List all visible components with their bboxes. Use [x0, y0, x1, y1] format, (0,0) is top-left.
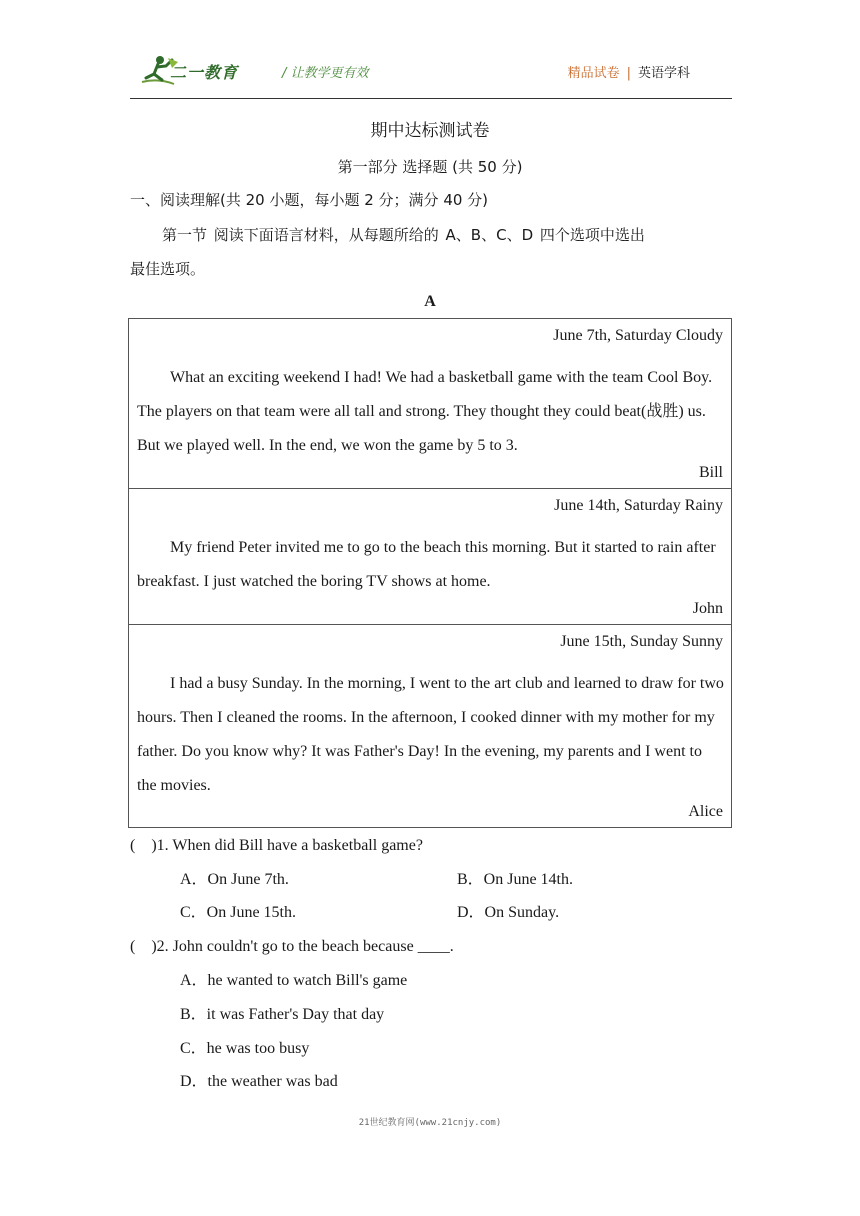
slogan: / 让教学更有效	[282, 66, 369, 81]
diary-body: My friend Peter invited me to go to the beach this morning. But it started to rain after breakfast. I just watched the boring TV shows at home.	[137, 539, 716, 590]
q1-option-c: C．On June 15th.	[180, 904, 297, 921]
tag-subject: 英语学科	[637, 66, 690, 81]
diary-date: June 15th, Sunday Sunny	[560, 633, 723, 650]
diary-date: June 7th, Saturday Cloudy	[553, 327, 723, 344]
logo-text: 二一教育	[170, 63, 239, 82]
diary-signature: Bill	[698, 464, 723, 481]
exam-title: 期中达标测试卷	[370, 121, 490, 141]
header-divider	[130, 98, 732, 99]
question-2: ( )2. John couldn't go to the beach because ____.	[130, 938, 454, 955]
page-header	[130, 52, 732, 100]
diary-body: What an exciting weekend I had! We had a basketball game with the team Cool Boy. The players on that team were all tall and strong. They thought they could beat(战胜) us. But we played well. In the end, we won the game by 5 to 3.	[137, 369, 713, 454]
page-footer: 21世纪教育网(www.21cnjy.com)	[358, 1118, 502, 1128]
instruction-line-1: 第一节 阅读下面语言材料，从每题所给的 A、B、C、D 四个选项中选出	[162, 226, 645, 244]
q2-option-b: B．it was Father's Day that day	[180, 1006, 385, 1023]
diary-signature: John	[692, 600, 723, 617]
tag-separator: |	[626, 66, 631, 81]
tag-premium: 精品试卷	[567, 66, 620, 81]
header-tags	[568, 62, 690, 81]
q2-option-d: D．the weather was bad	[180, 1073, 338, 1090]
question-1: ( )1. When did Bill have a basketball game?	[130, 837, 423, 854]
diary-entry-bill	[128, 318, 732, 489]
diary-date: June 14th, Saturday Rainy	[554, 497, 723, 514]
q1-option-d: D．On Sunday.	[457, 904, 560, 921]
diary-signature: Alice	[688, 803, 723, 820]
passage-label: A	[424, 293, 436, 310]
instruction-line-2: 最佳选项。	[130, 260, 206, 278]
diary-entry-john	[128, 488, 732, 625]
q1-option-b: B．On June 14th.	[457, 871, 574, 888]
q1-option-a: A．On June 7th.	[180, 871, 289, 888]
q2-option-a: A．he wanted to watch Bill's game	[180, 972, 408, 989]
diary-body: I had a busy Sunday. In the morning, I went to the art club and learned to draw for two hours. Then I cleaned the rooms. In the afternoon, I cooked dinner with my mother for my father. Do you know why? It was Father's Day! In the evening, my parents and I went to the movies.	[137, 675, 724, 794]
section-heading: 一、阅读理解(共 20 小题，每小题 2 分；满分 40 分)	[130, 191, 489, 209]
part-heading: 第一部分 选择题 (共 50 分)	[337, 158, 523, 176]
diary-entry-alice	[128, 624, 732, 828]
q2-option-c: C．he was too busy	[180, 1040, 310, 1057]
